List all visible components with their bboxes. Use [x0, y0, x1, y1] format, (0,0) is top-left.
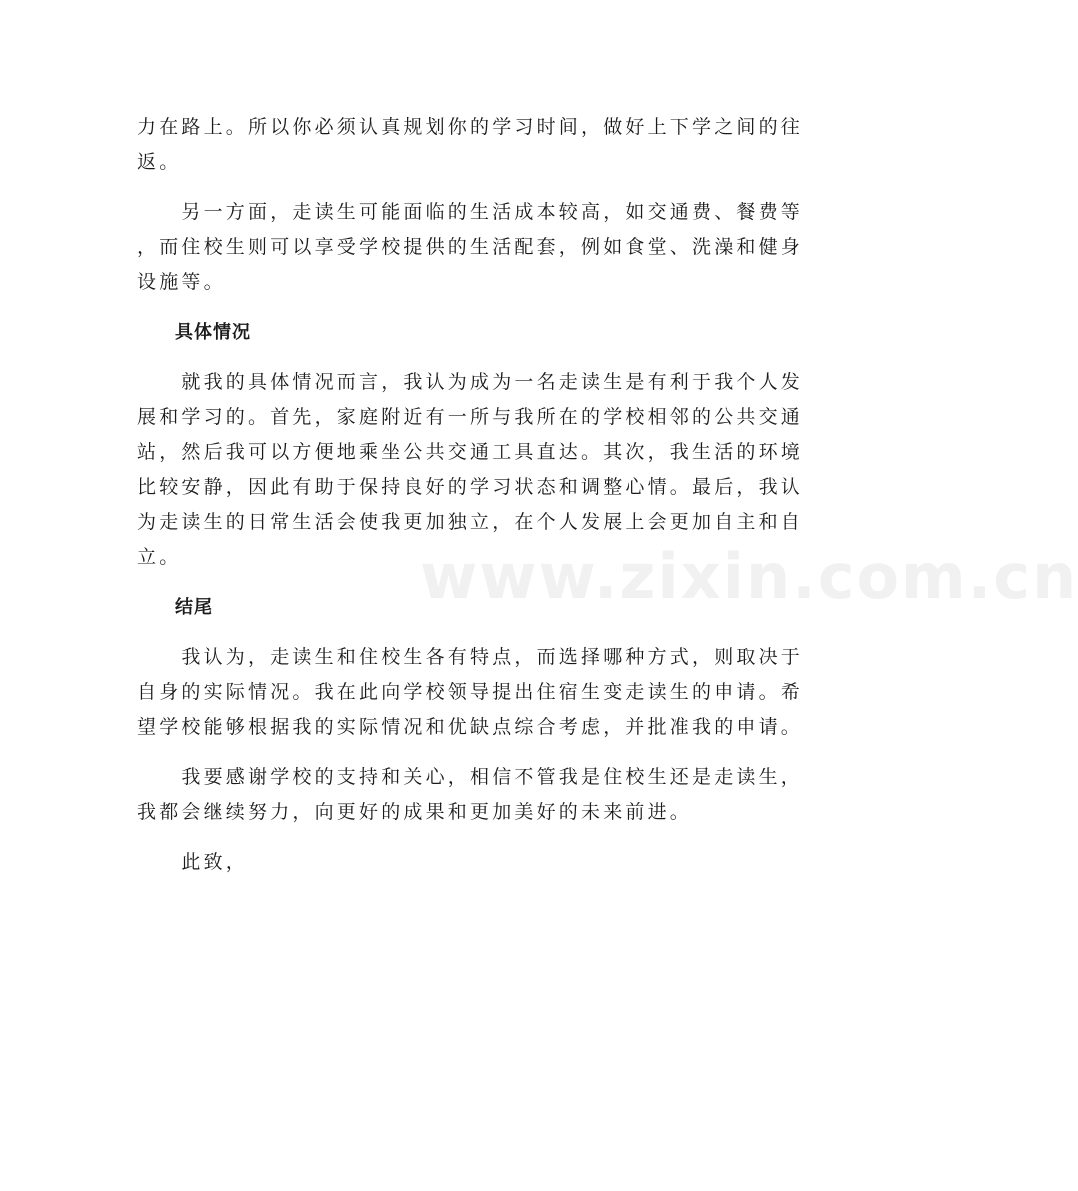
paragraph-gap: [137, 625, 787, 640]
paragraph-line: ，而住校生则可以享受学校提供的生活配套，例如食堂、洗澡和健身: [137, 236, 804, 258]
paragraph-line: 就我的具体情况而言，我认为成为一名走读生是有利于我个人发: [137, 371, 804, 393]
paragraph-gap: [137, 830, 787, 845]
document-body: [137, 110, 804, 880]
paragraph-line: 立。: [137, 546, 182, 568]
paragraph-line: 设施等。: [137, 271, 226, 293]
paragraph-gap: [137, 745, 787, 760]
paragraph-line: 展和学习的。首先，家庭附近有一所与我所在的学校相邻的公共交通: [137, 406, 804, 428]
paragraph: [137, 365, 804, 575]
paragraph: [137, 640, 804, 745]
paragraph-line: 另一方面，走读生可能面临的生活成本较高，如交通费、餐费等: [137, 201, 804, 223]
paragraph-line: 为走读生的日常生活会使我更加独立，在个人发展上会更加自主和自: [137, 511, 804, 533]
paragraph-gap: [137, 300, 787, 315]
paragraph-line: 我都会继续努力，向更好的成果和更加美好的未来前进。: [137, 801, 693, 823]
paragraph-line: 我要感谢学校的支持和关心，相信不管我是住校生还是走读生，: [137, 766, 804, 788]
paragraph: [137, 845, 787, 880]
paragraph: [137, 760, 804, 830]
paragraph-line: 此致，: [137, 851, 249, 873]
section-heading: 具体情况: [175, 322, 251, 343]
paragraph-line: 比较安静，因此有助于保持良好的学习状态和调整心情。最后，我认: [137, 476, 804, 498]
paragraph: [137, 195, 804, 300]
paragraph-line: 望学校能够根据我的实际情况和优缺点综合考虑，并批准我的申请。: [137, 716, 804, 738]
paragraph-line: 力在路上。所以你必须认真规划你的学习时间，做好上下学之间的往: [137, 116, 804, 138]
paragraph-gap: [137, 180, 787, 195]
paragraph-line: 我认为，走读生和住校生各有特点，而选择哪种方式，则取决于: [137, 646, 804, 668]
paragraph-line: 站，然后我可以方便地乘坐公共交通工具直达。其次，我生活的环境: [137, 441, 804, 463]
paragraph-line: 自身的实际情况。我在此向学校领导提出住宿生变走读生的申请。希: [137, 681, 804, 703]
paragraph-gap: [137, 350, 787, 365]
section-heading: 结尾: [175, 597, 213, 618]
watermark: www.zixin.com.cn: [420, 540, 1078, 613]
paragraph: [137, 110, 804, 180]
paragraph-gap: [137, 575, 787, 590]
paragraph-line: 返。: [137, 151, 182, 173]
